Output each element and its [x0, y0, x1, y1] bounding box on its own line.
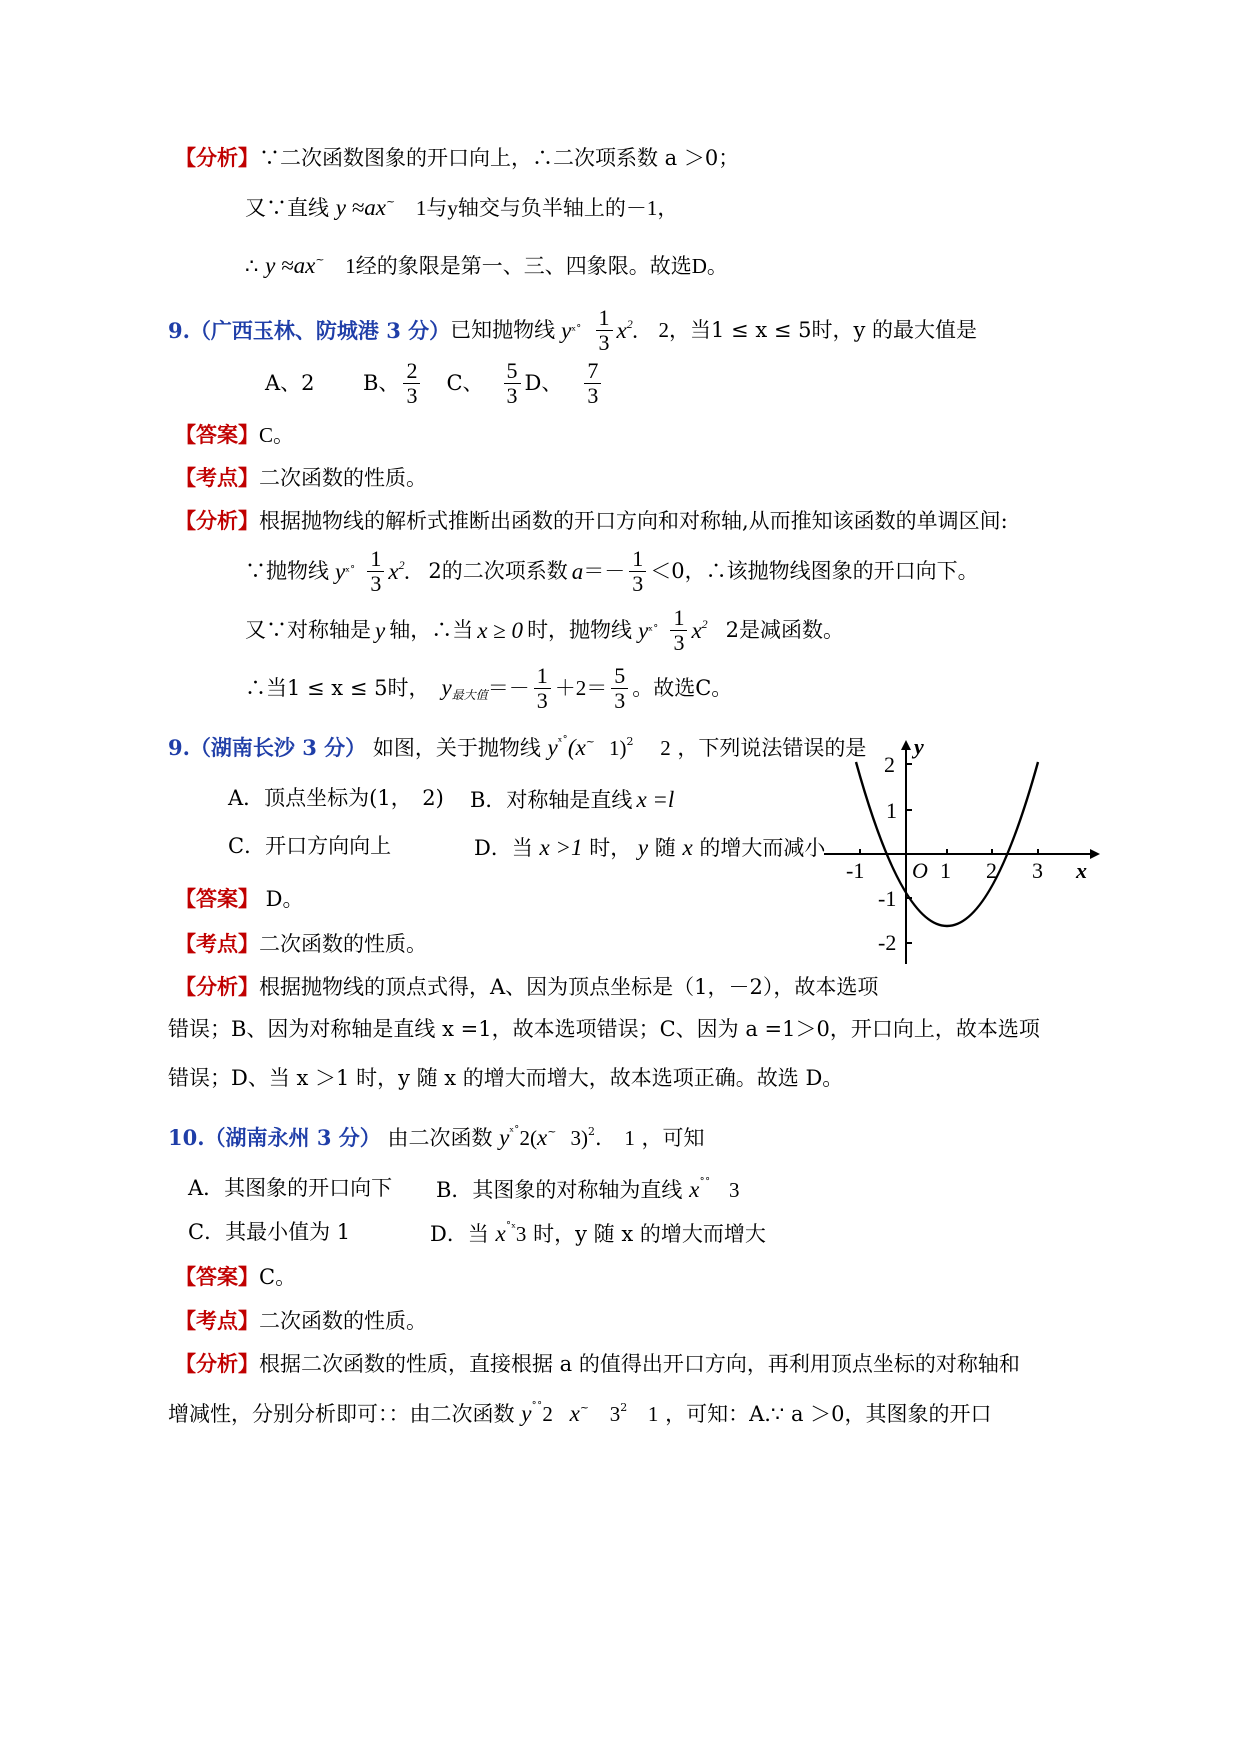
fraction: $\frac{1}{3}$ [367, 547, 384, 594]
option-b [470, 788, 674, 811]
x-tick-label: 3 [1032, 858, 1043, 883]
option-b: B、 [363, 370, 400, 395]
math-const: 1 [647, 1402, 659, 1426]
point-tag: 【考点】 [175, 931, 259, 956]
question-text: ，下列说法错误的是 [677, 736, 867, 760]
option-c-text: C．开口方向向上 [228, 834, 392, 858]
point-line [175, 933, 427, 955]
parabola-graph [820, 738, 1100, 968]
point-text: 二次函数的性质。 [259, 466, 427, 490]
question-header: 9.（广西玉林、防城港 3 分） [168, 317, 451, 343]
option-d: D、 [524, 370, 563, 395]
text: 2的二次项系数 [428, 558, 568, 583]
option-d-text: 的增大而减小 [699, 836, 826, 860]
question-text: 由二次函数 [387, 1126, 493, 1150]
option-b-text: B．对称轴是直线 [470, 788, 633, 812]
math-y: y [561, 317, 572, 343]
math-expr: y ≈ax [265, 253, 316, 278]
math-x: x [689, 1177, 700, 1202]
analysis-line [245, 606, 844, 654]
math-expr: (x [567, 735, 586, 760]
question-header: 9.（湖南长沙 3 分） [168, 735, 367, 760]
option-d-text: 时， [589, 836, 632, 860]
option-b: B．其图象的对称轴为直线 x˚˚ 3 [436, 1177, 740, 1202]
option-d: D．当 $x^{˚ˣ}3$ 时，y 随 x 的增大而增大 [430, 1221, 766, 1246]
text: ∵抛物线 [245, 558, 329, 583]
question-text: 已知抛物线 [450, 317, 556, 342]
math-x2: $x^2$. [616, 317, 639, 343]
option-c-text: C．其最小值为 1 [188, 1220, 351, 1244]
option-d-fraction: $\frac{7}{3}$ [584, 359, 601, 406]
analysis-line [168, 1019, 1040, 1040]
math-y: y [521, 1401, 532, 1426]
question-text: 如图，关于抛物线 [372, 736, 541, 760]
text: ＜0，∴该抛物线图象的开口向下。 [650, 558, 979, 583]
option-b-fraction: $\frac{2}{3}$ [403, 359, 420, 406]
question-text: ，当1 ≤ x ≤ 5时，y 的最大值是 [669, 317, 978, 342]
x-tick-label: -1 [846, 858, 865, 883]
math-glyph: ˣ˚ [648, 623, 659, 637]
math-x: x [495, 1221, 506, 1246]
analysis-text: 错误；B、因为对称轴是直线 x =1，故本选项错误；C、因为 a =1＞0，开口向上，故本选项 [168, 1017, 1040, 1041]
analysis-text: 根据抛物线的解析式推断出函数的开口方向和对称轴,从而推知该函数的单调区间: [259, 509, 1008, 533]
question-header: 10.（湖南永州 3 分） [168, 1125, 381, 1150]
answer-line [175, 888, 304, 910]
math-glyph: ~ [315, 253, 325, 266]
question-9a-stem [168, 306, 977, 354]
option-c: C、 [446, 370, 484, 395]
math-const: 3 [729, 1178, 740, 1202]
analysis-text: ∵二次函数图象的开口向上，∴二次项系数 a ＞0； [259, 146, 740, 170]
math-y: y [547, 735, 558, 760]
math-x-ge-0: x ≥ 0 [477, 617, 524, 643]
point-line [175, 467, 427, 489]
math-glyph: ˣ˚ [345, 564, 356, 578]
math-const: 2 [658, 317, 670, 342]
x-axis-label: x [1076, 858, 1087, 883]
math-glyph: ~ [385, 195, 396, 208]
point-line [175, 1310, 427, 1332]
answer-line [175, 1266, 296, 1288]
analysis-line [175, 510, 1008, 532]
math-a: a [571, 558, 584, 584]
analysis-line-1 [175, 147, 739, 169]
text: 1与y轴交与负半轴上的－1， [415, 196, 679, 220]
answer-tag: 【答案】 [175, 422, 259, 447]
analysis-text: 根据抛物线的顶点式得，A、因为顶点坐标是（1，－2），故本选项 [259, 975, 879, 999]
analysis-line-3 [245, 254, 728, 277]
y-tick-label: -1 [878, 886, 897, 911]
math-x2: $x^2$. [388, 558, 411, 584]
option-d-text: D．当 [474, 836, 533, 860]
option-a [228, 788, 444, 809]
math-expr: 2 [542, 1402, 553, 1426]
math-const: 3 [609, 1402, 621, 1426]
fraction: $\frac{1}{3}$ [670, 606, 687, 653]
answer-text: C。 [259, 423, 295, 447]
fraction: $\frac{1}{3}$ [596, 306, 613, 353]
option-d-text: 时，y 随 x 的增大而增大 [533, 1222, 766, 1246]
analysis-line [245, 664, 732, 712]
origin-label: O [912, 858, 928, 883]
option-a [188, 1178, 392, 1199]
answer-tag: 【答案】 [175, 886, 259, 911]
point-tag: 【考点】 [175, 1308, 259, 1333]
math-const: 2 [660, 736, 671, 760]
y-axis-arrow [901, 740, 911, 750]
analysis-text: 错误；D、当 x ＞1 时，y 随 x 的增大而增大，故本选项正确。故选 D。 [168, 1066, 844, 1090]
option-a: A、2 [265, 370, 315, 395]
answer-tag: 【答案】 [175, 1264, 259, 1289]
analysis-tag: 【分析】 [175, 508, 259, 533]
text: ＋2＝ [554, 675, 608, 700]
x-tick-label: 2 [986, 858, 997, 883]
text: 又∵直线 [245, 196, 329, 220]
question-10-stem: 10.（湖南永州 3 分） 由二次函数 $y^{ˣ˚}2(x^\sim$ 3)$^2$. 1 ，可知 [168, 1125, 705, 1150]
math-glyph: ˣ˚ [571, 323, 582, 337]
analysis-line: 增减性，分别分析即可：：由二次函数 y˚˚2 x~ $3^2$ 1 ，可知：A.∵ a ＞0，其图象的开口 [168, 1401, 992, 1426]
math-y: y [375, 617, 386, 643]
option-d-text: D．当 [430, 1222, 489, 1246]
analysis-tag: 【分析】 [175, 1351, 259, 1376]
point-text: 二次函数的性质。 [259, 932, 427, 956]
option-c-fraction: $\frac{5}{3}$ [504, 359, 521, 406]
option-a-text: A．其图象的开口向下 [188, 1176, 393, 1200]
fraction: $\frac{1}{3}$ [534, 664, 551, 711]
math-x-eq-1: x =l [636, 787, 675, 812]
point-tag: 【考点】 [175, 465, 259, 490]
analysis-line [168, 1068, 843, 1089]
math-x: x [569, 1401, 580, 1426]
analysis-tag: 【分析】 [175, 145, 259, 170]
text: 又∵对称轴是 [245, 617, 371, 642]
y-tick-label: -2 [878, 930, 897, 955]
text: 2是减函数。 [725, 617, 845, 642]
text: 轴，∴当 [389, 617, 474, 642]
math-y: y [638, 617, 649, 643]
text: 。故选C。 [632, 675, 733, 700]
math-x-gt-1: x >1 [539, 835, 583, 860]
math-x2: $x^2$ [691, 617, 708, 643]
math-y: $y_{最大值}$ [441, 674, 488, 702]
analysis-line [175, 1353, 1020, 1375]
fraction: $\frac{5}{3}$ [611, 664, 628, 711]
math-y: y [335, 558, 346, 584]
option-d [474, 836, 825, 859]
text: ＝－ [487, 675, 530, 700]
x-tick-label: 1 [940, 858, 951, 883]
answer-text: C。 [259, 1265, 297, 1289]
math-y: y [499, 1125, 510, 1150]
analysis-line: ∵抛物线 y ˣ˚ $\frac{1}{3}$ $x^2$. 2的二次项系数 a ＝－ $\frac{1}{3}$ ＜0，∴该抛物线图象的开口向下。 [245, 546, 979, 596]
analysis-text: ，可知：A.∵ a ＞0，其图象的开口 [665, 1402, 992, 1426]
math-const: 1 [624, 1126, 635, 1150]
x-axis-arrow [1090, 849, 1100, 859]
text: 1经的象限是第一、三、四象限。故选D。 [345, 254, 728, 278]
answer-line [175, 424, 294, 446]
math-expr: 1) [609, 736, 627, 760]
y-tick-label: 1 [886, 798, 897, 823]
text: ∴ [245, 254, 259, 278]
option-b-text: B．其图象的对称轴为直线 [436, 1178, 683, 1202]
analysis-line-2 [245, 196, 678, 219]
analysis-text: 增减性，分别分析即可：：由二次函数 [168, 1402, 515, 1426]
option-c [188, 1222, 350, 1243]
y-tick-label: 2 [884, 752, 895, 777]
math-y: y [637, 835, 649, 860]
question-9a-options [265, 358, 605, 408]
math-expr: y ≈ax [335, 195, 386, 220]
y-axis-label: y [914, 738, 924, 759]
analysis-line [175, 976, 878, 998]
question-text: ，可知 [641, 1126, 705, 1150]
option-c [228, 836, 391, 857]
analysis-text: 根据二次函数的性质，直接根据 a 的值得出开口方向，再利用顶点坐标的对称轴和 [259, 1352, 1020, 1376]
option-d-text: 随 [654, 836, 676, 860]
question-9b-stem: 9.（湖南长沙 3 分） 如图，关于抛物线 $y^{ˣ˚}(x^\sim$ 1)$^2$ 2 ，下列说法错误的是 [168, 735, 867, 760]
fraction: $\frac{1}{3}$ [629, 547, 646, 594]
answer-text: D。 [259, 887, 304, 911]
point-text: 二次函数的性质。 [259, 1309, 427, 1333]
math-expr: 2( [519, 1126, 538, 1150]
text: 时，抛物线 [527, 617, 633, 642]
math-x: x [682, 835, 693, 860]
math-expr: 3) [570, 1126, 588, 1150]
analysis-tag: 【分析】 [175, 974, 259, 999]
math-const: 3 [515, 1222, 527, 1246]
option-a-text: A．顶点坐标为(1， 2) [228, 786, 444, 810]
text: ∴当1 ≤ x ≤ 5时， [245, 675, 430, 700]
